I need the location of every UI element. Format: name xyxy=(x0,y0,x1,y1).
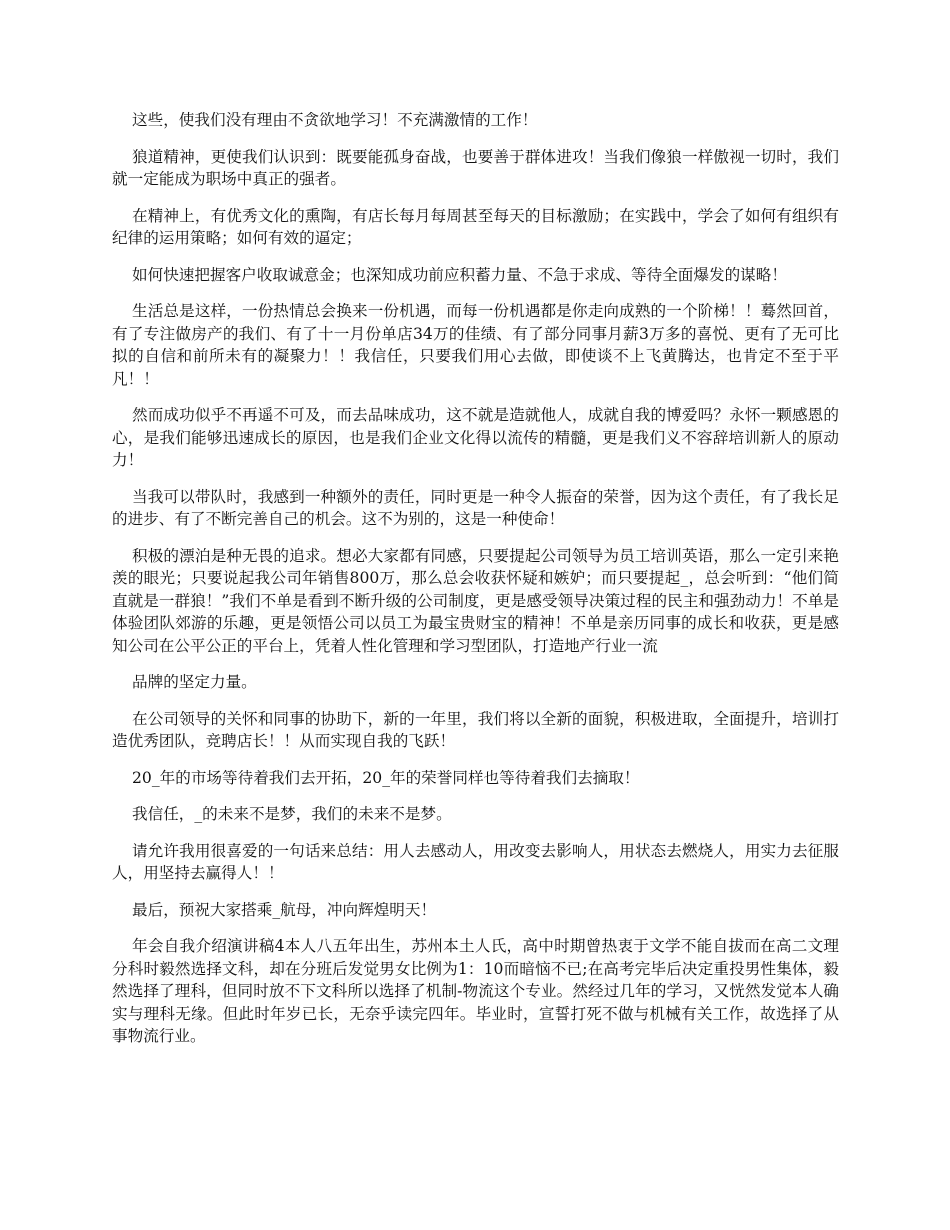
paragraph-7: 当我可以带队时，我感到一种额外的责任，同时更是一种令人振奋的荣誉，因为这个责任，有了我长足的进步、有了不断完善自己的机会。这不为别的，这是一种使命！ xyxy=(112,487,839,528)
paragraph-8: 积极的漂泊是种无畏的追求。想必大家都有同感，只要提起公司领导为员工培训英语，那么一定引来艳羡的眼光；只要说起我公司年销售800万，那么总会收获怀疑和嫉妒；而只要提起_，总会听到：“他们简直就是一群狼！”我们不单是看到不断升级的公司制度，更是感受领导决策过程的民主和强劲动力！不单是体验团队郊游的乐趣，更是领悟公司以员工为最宝贵财宝的精神！不单是亲历同事的成长和收获，更是感知公司在公平公正的平台上，凭着人性化管理和学习型团队，打造地产行业一流 xyxy=(112,546,839,655)
paragraph-5: 生活总是这样，一份热情总会换来一份机遇，而每一份机遇都是你走向成熟的一个阶梯！！蓦然回首，有了专注做房产的我们、有了十一月份单店34万的佳绩、有了部分同事月薪3万多的喜悦、更有了无可比拟的自信和前所未有的凝聚力！！我信任，只要我们用心去做，即使谈不上飞黄腾达，也肯定不至于平凡！！ xyxy=(112,302,839,388)
paragraph-9: 品牌的坚定力量。 xyxy=(132,673,257,691)
paragraph-15: 年会自我介绍演讲稿4本人八五年出生，苏州本土人氏，高中时期曾热衷于文学不能自拔而在高二文理分科时毅然选择文科，却在分班后发觉男女比例为1：10而暗恼不已;在高考完毕后决定重投男性集体，毅然选择了理科，但同时放不下文科所以选择了机制-物流这个专业。然经过几年的学习，又恍然发觉本人确实与理科无缘。但此时年岁已长，无奈乎读完四年。毕业时，宣誓打死不做与机械有关工作，故选择了从事物流行业。 xyxy=(112,937,839,1045)
paragraph-12: 我信任，_的未来不是梦，我们的未来不是梦。 xyxy=(132,805,452,823)
paragraph-14: 最后，预祝大家搭乘_航母，冲向辉煌明天！ xyxy=(132,900,437,919)
paragraph-1: 这些，使我们没有理由不贪欲地学习！不充满激情的工作！ xyxy=(132,111,538,129)
paragraph-4: 如何快速把握客户收取诚意金；也深知成功前应积蓄力量、不急于求成、等待全面爆发的谋略！ xyxy=(132,265,787,284)
document-body xyxy=(112,109,839,1062)
paragraph-3: 在精神上，有优秀文化的熏陶，有店长每月每周甚至每天的目标激励；在实践中，学会了如何有组织有纪律的运用策略；如何有效的逼定； xyxy=(112,206,839,247)
paragraph-13: 请允许我用很喜爱的一句话来总结：用人去感动人，用改变去影响人，用状态去燃烧人，用实力去征服人，用坚持去赢得人！！ xyxy=(112,841,839,882)
paragraph-6: 然而成功似乎不再遥不可及，而去品味成功，这不就是造就他人，成就自我的博爱吗？永怀一颗感恩的心，是我们能够迅速成长的原因，也是我们企业文化得以流传的精髓，更是我们义不容辞培训新人的原动力！ xyxy=(112,406,839,469)
paragraph-2: 狼道精神，更使我们认识到：既要能孤身奋战，也要善于群体进攻！当我们像狼一样傲视一切时，我们就一定能成为职场中真正的强者。 xyxy=(112,147,839,188)
paragraph-11: 20_年的市场等待着我们去开拓，20_年的荣誉同样也等待着我们去摘取！ xyxy=(132,768,640,787)
paragraph-10: 在公司领导的关怀和同事的协助下，新的一年里，我们将以全新的面貌，积极进取，全面提升，培训打造优秀团队，竞聘店长！！从而实现自我的飞跃！ xyxy=(112,709,839,750)
